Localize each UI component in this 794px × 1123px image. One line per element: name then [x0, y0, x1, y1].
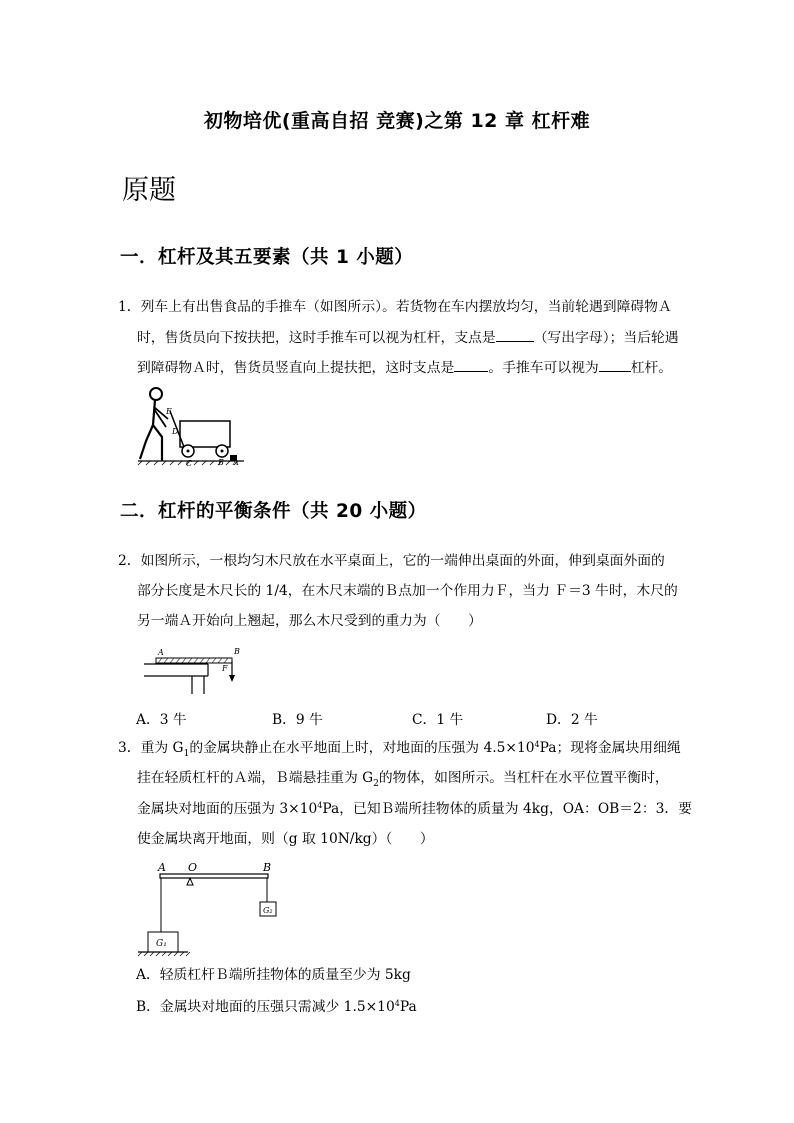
question-number: 3．	[118, 740, 141, 756]
question-number: 2．	[118, 553, 141, 569]
figure-label: G₂	[263, 906, 273, 915]
question-1-line-1: 1．列车上有出售食品的手推车（如图所示）。若货物在车内摆放均匀，当前轮遇到障碍物Ａ	[118, 299, 672, 315]
figure-label: O	[188, 861, 198, 874]
figure-label: A	[158, 648, 164, 657]
document-title: 初物培优(重高自招 竞赛)之第 12 章 杠杆难	[203, 110, 591, 132]
figure-label: C	[186, 459, 193, 467]
option-a[interactable]: A．3 牛	[136, 712, 187, 728]
question-3-line-2: 挂在轻质杠杆的Ａ端，Ｂ端悬挂重为 $G_2$的物体，如图所示。当杠杆在水平位置平衡时，	[137, 770, 669, 789]
question-3-line-4: 使金属块离开地面，则（g 取 10N/kg）（ ）	[137, 831, 434, 847]
question-2-line-2: 部分长度是木尺长的 1/4，在木尺末端的Ｂ点加一个作用力Ｆ，当力 Ｆ＝3 牛时，木尺的	[137, 583, 678, 599]
option-b[interactable]: B．9 牛	[272, 712, 323, 728]
handcart-figure	[136, 385, 248, 467]
answer-blank[interactable]	[599, 357, 631, 372]
page-heading: 原题	[122, 175, 176, 206]
question-number: 1．	[118, 299, 141, 315]
answer-blank[interactable]	[454, 357, 488, 372]
figure-label: E	[166, 407, 172, 416]
option-a[interactable]: A．轻质杠杆Ｂ端所挂物体的质量至少为 5kg	[136, 967, 411, 983]
lever-figure	[136, 858, 286, 958]
figure-label: B	[218, 458, 224, 467]
figure-label: F	[222, 664, 228, 673]
option-b[interactable]: B．金属块对地面的压强只需减少 $1.5\times 10^4Pa$	[136, 999, 417, 1015]
question-2-line-1: 2．如图所示，一根均匀木尺放在水平桌面上，它的一端伸出桌面的外面，伸到桌面外面的	[118, 553, 665, 569]
section-heading-2: 二．杠杆的平衡条件（共 20 小题）	[120, 501, 427, 522]
option-c[interactable]: C．1 牛	[412, 712, 464, 728]
figure-label: A	[233, 458, 239, 467]
figure-label: A	[158, 861, 166, 874]
figure-label: B	[263, 861, 272, 874]
figure-label: D	[172, 427, 179, 436]
answer-blank[interactable]	[496, 327, 534, 342]
question-3-line-3: 金属块对地面的压强为 $3\times 10^4Pa$，已知Ｂ端所挂物体的质量为 4kg，OA：OB＝2：3．要	[137, 801, 693, 817]
question-1-line-2: 时，售货员向下按扶把，这时手推车可以视为杠杆，支点是 （写出字母）；当后轮遇	[137, 327, 679, 348]
figure-label: G₁	[156, 939, 167, 949]
question-1-line-3: 到障碍物Ａ时，售货员竖直向上提扶把，这时支点是 。手推车可以视为 杠杆。	[137, 357, 672, 378]
question-3-line-1: 3．重为 $G_1$的金属块静止在水平地面上时，对地面的压强为 $4.5\times 10^4Pa$；现将金属块用细绳	[118, 740, 681, 759]
ruler-on-table-figure	[136, 644, 246, 696]
question-2-line-3: 另一端Ａ开始向上翘起，那么木尺受到的重力为（ ）	[137, 613, 482, 629]
figure-label: B	[234, 647, 240, 656]
section-heading-1: 一．杠杆及其五要素（共 1 小题）	[120, 247, 414, 268]
option-d[interactable]: D．2 牛	[546, 712, 598, 728]
